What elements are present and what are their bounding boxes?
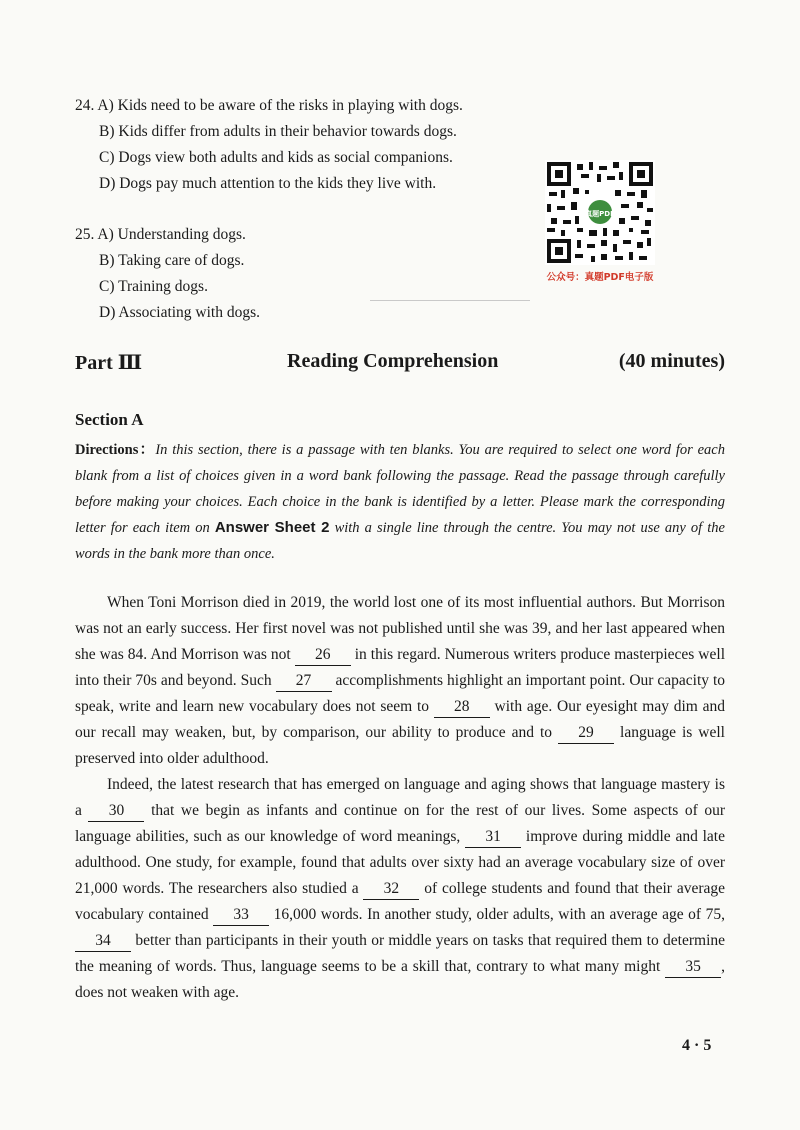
directions-text-2: with a single line through the centre. You may not use any of the words in the bank more than once.	[75, 520, 725, 562]
blank-27: 27	[276, 671, 332, 692]
blank-35: 35	[665, 957, 721, 978]
question-25-option-c: C) Training dogs.	[99, 278, 208, 295]
question-24	[75, 93, 463, 197]
passage	[75, 590, 725, 1006]
directions-text-1: In this section, there is a passage with ten blanks. You are required to select one word for each blank from a list of choices given in a word bank following the passage. Read the passage through carefully before making your choices. Each choice in the bank is identified by a letter. Please mark the corresponding letter for each item on	[75, 442, 725, 536]
blank-32: 32	[363, 879, 419, 900]
answer-sheet-ref: Answer Sheet 2	[214, 519, 330, 536]
blank-30: 30	[88, 801, 144, 822]
part-label: Part Ⅲ	[75, 352, 143, 374]
divider	[370, 300, 530, 301]
part-title: Reading Comprehension	[287, 350, 499, 372]
qr-code	[545, 160, 655, 265]
blank-31: 31	[465, 827, 521, 848]
part-time: (40 minutes)	[618, 350, 725, 372]
question-25-option-a: 25. A) Understanding dogs.	[75, 226, 246, 243]
question-24-option-b: B) Kids differ from adults in their behavior towards dogs.	[99, 123, 457, 140]
blank-33: 33	[213, 905, 269, 926]
paragraph-1: When Toni Morrison died in 2019, the world lost one of its most influential authors. But Morrison was not an early success. Her first novel was not published until she was 39, and her last appeared when she was 84. And Morrison was not 26 in this regard. Numerous writers produce masterpieces well into their 70s and beyond. Such 27 accomplishments highlight an important point. Our capacity to speak, write and learn new vocabulary does not seem to 28 with age. Our eyesight may dim and our recall may weaken, but, by comparison, our ability to produce and to 29 language is well preserved into older adulthood.	[75, 594, 726, 767]
page-number: 4 · 5	[682, 1037, 712, 1054]
question-25-option-b: B) Taking care of dogs.	[99, 252, 245, 269]
blank-34: 34	[75, 931, 131, 952]
qr-center-label: 真题PDF	[585, 210, 615, 218]
question-24-option-c: C) Dogs view both adults and kids as social companions.	[99, 149, 453, 166]
question-24-option-a: 24. A) Kids need to be aware of the risks in playing with dogs.	[75, 97, 463, 114]
question-25	[75, 222, 260, 326]
question-24-option-d: D) Dogs pay much attention to the kids they live with.	[99, 175, 437, 192]
section-heading: Section A	[75, 410, 144, 429]
blank-29: 29	[558, 723, 614, 744]
qr-caption: 公众号：真题PDF电子版	[546, 272, 654, 283]
blank-28: 28	[434, 697, 490, 718]
question-25-option-d: D) Associating with dogs.	[99, 304, 261, 321]
paragraph-2: Indeed, the latest research that has emerged on language and aging shows that language mastery is a 30 that we begin as infants and continue on for the rest of our lives. Some aspects of our language abilities, such as our knowledge of word meanings, 31 improve during middle and late adulthood. One study, for example, found that adults over sixty had an average vocabulary size of over 21,000 words. The researchers also studied a 32 of college students and found that their average vocabulary contained 33 16,000 words. In another study, older adults, with an average age of 75, 34 better than participants in their youth or middle years on tasks that required them to determine the meaning of words. Thus, language seems to be a skill that, contrary to what many might 35 , does not weaken with age.	[75, 776, 726, 1001]
directions	[75, 437, 725, 567]
blank-26: 26	[295, 645, 351, 666]
directions-label: Directions：	[75, 442, 156, 458]
